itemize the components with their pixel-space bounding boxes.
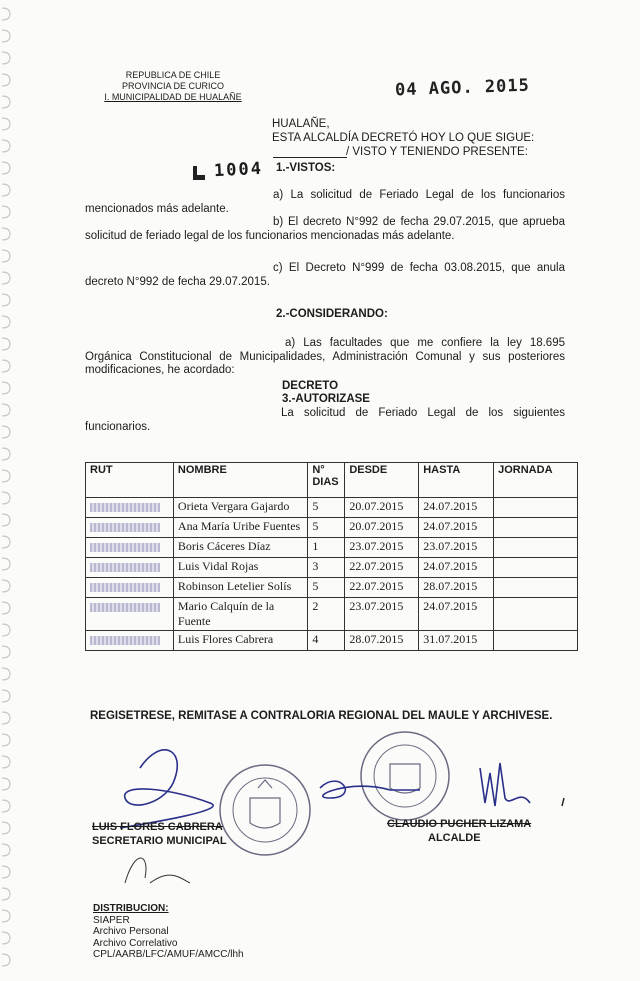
rut-cell bbox=[86, 631, 174, 651]
rut-cell bbox=[86, 578, 174, 598]
intro-visto: / VISTO Y TENIENDO PRESENTE: bbox=[346, 146, 528, 158]
intro-place: HUALAÑE, bbox=[272, 118, 330, 130]
header-province: PROVINCIA DE CURICO bbox=[121, 81, 224, 91]
dias-cell: 5 bbox=[308, 518, 345, 538]
nombre-cell: Luis Flores Cabrera bbox=[173, 631, 307, 651]
hasta-cell: 28.07.2015 bbox=[419, 578, 494, 598]
table-row bbox=[86, 518, 578, 538]
closing-statement: REGISETRESE, REMITASE A CONTRALORIA REGIONAL DEL MAULE Y ARCHIVESE. bbox=[90, 710, 553, 722]
hasta-cell: 24.07.2015 bbox=[419, 598, 494, 631]
vacation-table bbox=[85, 462, 578, 651]
rut-cell bbox=[86, 538, 174, 558]
header-rut: RUT bbox=[86, 463, 174, 498]
signatures-and-seals bbox=[90, 728, 590, 888]
considerando-a: a) Las facultades que me confiere la ley 18.695 Orgánica Constitucional de Municipalidades, Administración Comunal y sus posteriores modificaciones, he acordado: bbox=[85, 337, 565, 376]
desde-cell: 22.07.2015 bbox=[345, 558, 419, 578]
header-nombre: NOMBRE bbox=[173, 463, 307, 498]
vistos-title: 1.-VISTOS: bbox=[276, 162, 336, 174]
table-row bbox=[86, 538, 578, 558]
redacted-rut bbox=[90, 503, 160, 512]
jornada-cell bbox=[494, 631, 578, 651]
desde-cell: 23.07.2015 bbox=[345, 598, 419, 631]
jornada-cell bbox=[494, 518, 578, 538]
header-hasta: HASTA bbox=[419, 463, 494, 498]
distribution-line: Archivo Personal bbox=[93, 926, 169, 937]
header-dias: N° DIAS bbox=[308, 463, 345, 498]
dias-cell: 1 bbox=[308, 538, 345, 558]
redacted-rut bbox=[90, 563, 160, 572]
table-header-row bbox=[86, 463, 578, 498]
vistos-c: c) El Decreto N°999 de fecha 03.08.2015, que anula decreto N°992 de fecha 29.07.2015. bbox=[85, 262, 565, 288]
desde-cell: 20.07.2015 bbox=[345, 498, 419, 518]
hasta-cell: 24.07.2015 bbox=[419, 558, 494, 578]
nombre-cell: Boris Cáceres Díaz bbox=[173, 538, 307, 558]
left-seal-icon bbox=[220, 765, 310, 855]
nombre-cell: Orieta Vergara Gajardo bbox=[173, 498, 307, 518]
hasta-cell: 23.07.2015 bbox=[419, 538, 494, 558]
decree-number: 1004 bbox=[213, 158, 264, 182]
dias-cell: 2 bbox=[308, 598, 345, 631]
right-signer-name: CLAUDIO PUCHER LIZAMA bbox=[387, 818, 532, 830]
dias-cell: 5 bbox=[308, 498, 345, 518]
considerando-title: 2.-CONSIDERANDO: bbox=[276, 308, 388, 320]
hasta-cell: 31.07.2015 bbox=[419, 631, 494, 651]
jornada-cell bbox=[494, 558, 578, 578]
left-signature-icon bbox=[120, 750, 213, 828]
redacted-rut bbox=[90, 543, 160, 552]
date-stamp: 04 AGO. 2015 bbox=[394, 75, 531, 101]
redacted-rut bbox=[90, 523, 160, 532]
jornada-cell bbox=[494, 598, 578, 631]
table-row bbox=[86, 498, 578, 518]
redacted-rut bbox=[90, 603, 160, 612]
binder-holes bbox=[0, 0, 14, 981]
nombre-cell: Luis Vidal Rojas bbox=[173, 558, 307, 578]
header-municipality: I. MUNICIPALIDAD DE HUALAÑE bbox=[104, 92, 242, 102]
table-row bbox=[86, 598, 578, 631]
distribution-line: CPL/AARB/LFC/AMUF/AMCC/lhh bbox=[93, 949, 244, 960]
rut-cell bbox=[86, 558, 174, 578]
header-desde: DESDE bbox=[345, 463, 419, 498]
nombre-cell: Ana María Uribe Fuentes bbox=[173, 518, 307, 538]
distribution-signature-icon bbox=[125, 858, 190, 883]
desde-cell: 20.07.2015 bbox=[345, 518, 419, 538]
right-seal-icon bbox=[361, 732, 449, 820]
jornada-cell bbox=[494, 498, 578, 518]
table-row bbox=[86, 631, 578, 651]
intro-line: ESTA ALCALDÍA DECRETÓ HOY LO QUE SIGUE: bbox=[272, 132, 535, 144]
jornada-cell bbox=[494, 538, 578, 558]
jornada-cell bbox=[494, 578, 578, 598]
desde-cell: 23.07.2015 bbox=[345, 538, 419, 558]
nombre-cell: Robinson Letelier Solís bbox=[173, 578, 307, 598]
rut-cell bbox=[86, 498, 174, 518]
table-row bbox=[86, 558, 578, 578]
hasta-cell: 24.07.2015 bbox=[419, 498, 494, 518]
desde-cell: 28.07.2015 bbox=[345, 631, 419, 651]
left-signer-name: LUIS FLORES CABRERA bbox=[92, 821, 223, 833]
hasta-cell: 24.07.2015 bbox=[419, 518, 494, 538]
header-republic: REPUBLICA DE CHILE bbox=[125, 70, 221, 80]
stamp-mark-icon bbox=[190, 162, 212, 184]
table-row bbox=[86, 578, 578, 598]
distribution-line: SIAPER bbox=[93, 914, 130, 926]
distribution-block bbox=[93, 903, 244, 961]
rut-cell bbox=[86, 598, 174, 631]
vistos-a: a) La solicitud de Feriado Legal de los funcionarios mencionados más adelante. bbox=[85, 189, 565, 215]
dias-cell: 5 bbox=[308, 578, 345, 598]
header-jornada: JORNADA bbox=[494, 463, 578, 498]
distribution-title: DISTRIBUCION: bbox=[93, 903, 169, 914]
desde-cell: 22.07.2015 bbox=[345, 578, 419, 598]
rut-cell bbox=[86, 518, 174, 538]
document-header bbox=[88, 70, 258, 103]
decree-underline bbox=[273, 157, 347, 158]
distribution-line: Archivo Correlativo bbox=[93, 937, 178, 949]
nombre-cell: Mario Calquín de la Fuente bbox=[173, 598, 307, 631]
autorizase-label: 3.-AUTORIZASE bbox=[282, 393, 370, 405]
vistos-b: b) El decreto N°992 de fecha 29.07.2015, que aprueba solicitud de feriado legal de los funcionarios mencionadas más adelante. bbox=[85, 216, 565, 242]
left-signer-title: SECRETARIO MUNICIPAL bbox=[92, 835, 227, 847]
redacted-rut bbox=[90, 636, 160, 645]
dias-cell: 4 bbox=[308, 631, 345, 651]
decreto-label: DECRETO bbox=[282, 380, 339, 392]
dias-cell: 3 bbox=[308, 558, 345, 578]
right-signer-title: ALCALDE bbox=[428, 832, 481, 844]
redacted-rut bbox=[90, 583, 160, 592]
autorizase-text: La solicitud de Feriado Legal de los siguientes funcionarios. bbox=[85, 407, 565, 433]
